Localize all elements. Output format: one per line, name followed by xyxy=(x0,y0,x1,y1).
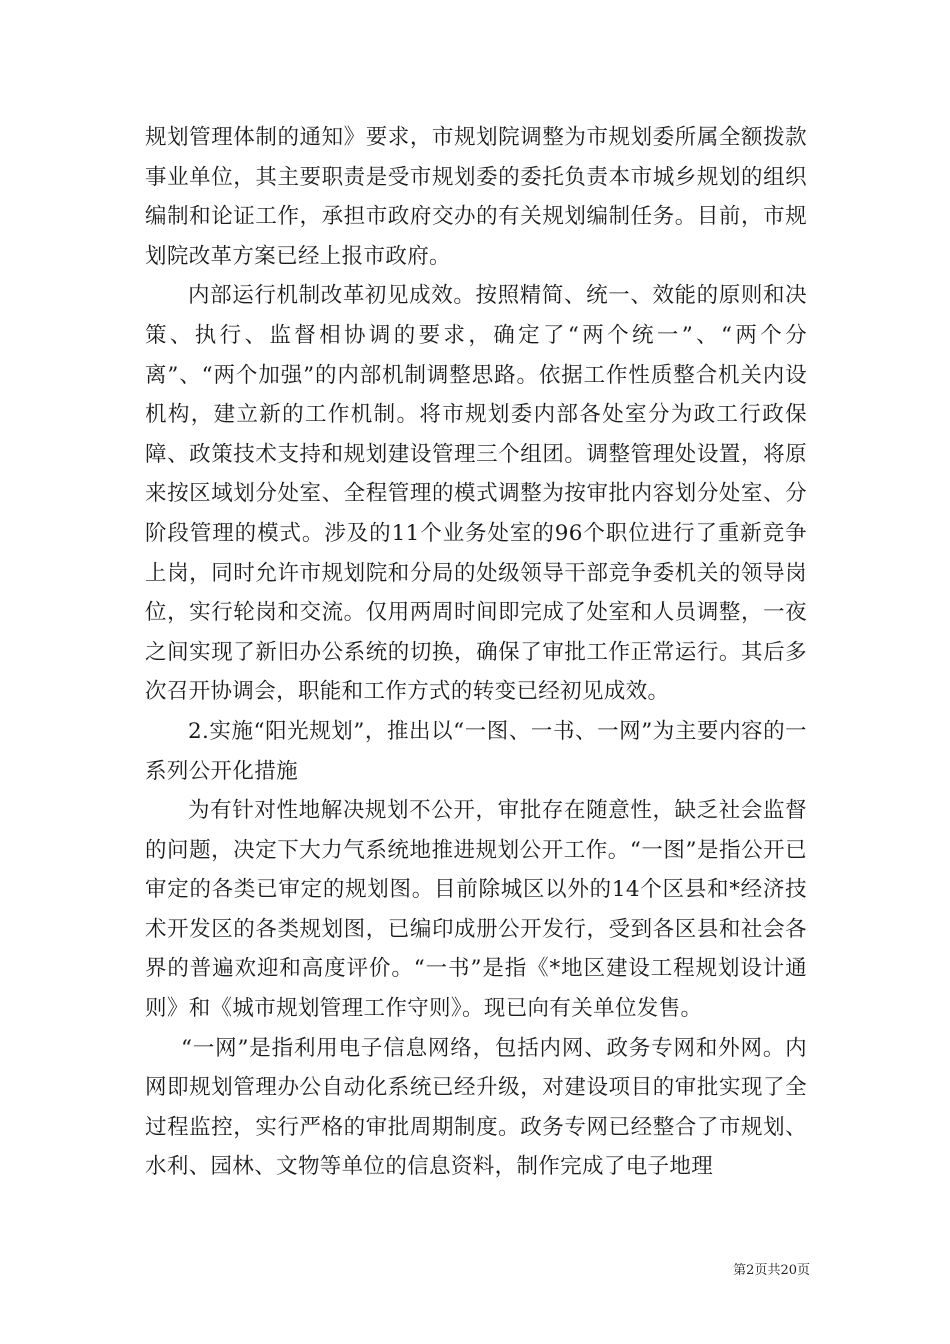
section-heading-sunshine-planning: 2.实施“阳光规划”，推出以“一图、一书、一网”为主要内容的一系列公开化措施 xyxy=(145,718,807,784)
page-number-footer xyxy=(700,1262,810,1280)
paragraph-planning-disclosure: 为有针对性地解决规划不公开，审批存在随意性，缺乏社会监督的问题，决定下大力气系统地推进规划公开工作。“一图”是指公开已审定的各类已审定的规划图。目前除城区以外的14个区县和*经济技术开发区的各类规划图，已编印成册公开发行，受到各区县和社会各界的普遍欢迎和高度评价。“一书”是指《*地区建设工程规划设计通则》和《城市规划管理工作守则》。现已向有关单位发售。 xyxy=(145,798,807,1022)
paragraph-internal-mechanism: 内部运行机制改革初见成效。按照精简、统一、效能的原则和决策、执行、监督相协调的要求，确定了“两个统一”、“两个分离”、“两个加强”的内部机制调整思路。依据工作性质整合机关内设机构，建立新的工作机制。将市规划委内部各处室分为政工行政保障、政策技术支持和规划建设管理三个组团。调整管理处设置，将原来按区域划分处室、全程管理的模式调整为按审批内容划分处室、分阶段管理的模式。涉及的11个业务处室的96个职位进行了重新竞争上岗，同时允许市规划院和分局的处级领导干部竞争委机关的领导岗位，实行轮岗和交流。仅用两周时间即完成了处室和人员调整，一夜之间实现了新旧办公系统的切换，确保了审批工作正常运行。其后多次召开协调会，职能和工作方式的转变已经初见成效。 xyxy=(145,283,807,705)
document-body xyxy=(145,118,807,1187)
paragraph-one-network: “一网”是指利用电子信息网络，包括内网、政务专网和外网。内网即规划管理办公自动化系统已经升级，对建设项目的审批实现了全过程监控，实行严格的审批周期制度。政务专网已经整合了市规划、水利、园林、文物等单位的信息资料，制作完成了电子地理 xyxy=(145,1035,807,1180)
page-number-label: 第2页共20页 xyxy=(733,1263,810,1278)
paragraph-continuation: 规划管理体制的通知》要求，市规划院调整为市规划委所属全额拨款事业单位，其主要职责是受市规划委的委托负责本市城乡规划的组织编制和论证工作，承担市政府交办的有关规划编制任务。目前，市规划院改革方案已经上报市政府。 xyxy=(145,125,807,269)
